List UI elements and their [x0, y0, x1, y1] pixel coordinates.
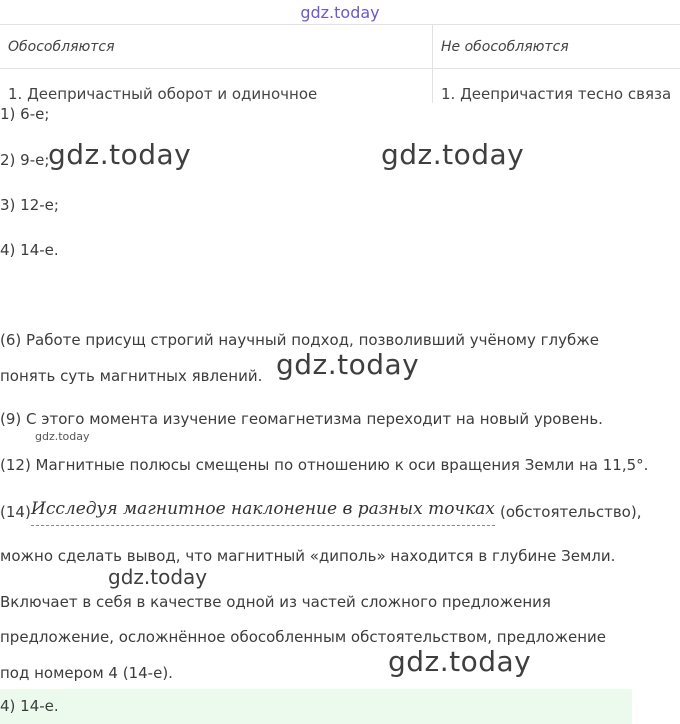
explanation-line-2: предложение, осложнённое обособленным обстоятельством, предложение: [0, 628, 606, 646]
table-header-separated: Обособляются: [8, 39, 115, 55]
watermark-top: gdz.today: [300, 3, 380, 22]
watermark-5: gdz.today: [388, 645, 532, 678]
option-4: 4) 14-е.: [0, 241, 59, 259]
sentence-6-line-2: понять суть магнитных явлений.: [0, 367, 263, 385]
sentence-14-number: (14): [0, 503, 31, 521]
table-divider: [432, 25, 433, 103]
sentence-14-line-2: можно сделать вывод, что магнитный «диполь» находится в глубине Земли.: [0, 547, 616, 565]
watermark-1: gdz.today: [48, 138, 192, 171]
watermark-small: gdz.today: [35, 430, 90, 443]
sentence-6-line-1: (6) Работе присущ строгий научный подход, позволивший учёному глубже: [0, 331, 599, 349]
watermark-4: gdz.today: [108, 565, 208, 589]
watermark-2: gdz.today: [381, 138, 525, 171]
sentence-9: (9) С этого момента изучение геомагнетизма переходит на новый уровень.: [0, 410, 603, 428]
option-1: 1) 6-е;: [0, 105, 50, 123]
explanation-line-3: под номером 4 (14-е).: [0, 664, 173, 682]
explanation-line-1: Включает в себя в качестве одной из частей сложного предложения: [0, 593, 551, 611]
answer-text: 4) 14-е.: [0, 697, 59, 715]
answer-box: [0, 689, 632, 724]
option-3: 3) 12-е;: [0, 196, 59, 214]
sentence-14-annotation: (обстоятельство),: [500, 503, 642, 521]
option-2: 2) 9-е;: [0, 151, 50, 169]
sentence-14-adverbial-phrase: Исследуя магнитное наклонение в разных точках: [31, 499, 495, 526]
table-cell-separated: 1. Деепричастный оборот и одиночное: [8, 85, 318, 103]
watermark-3: gdz.today: [276, 348, 420, 381]
sentence-12: (12) Магнитные полюсы смещены по отношению к оси вращения Земли на 11,5°.: [0, 456, 649, 474]
rules-table: [0, 24, 680, 103]
table-header-not-separated: Не обособляются: [441, 39, 569, 55]
table-cell-not-separated: 1. Деепричастия тесно связа: [441, 85, 672, 103]
